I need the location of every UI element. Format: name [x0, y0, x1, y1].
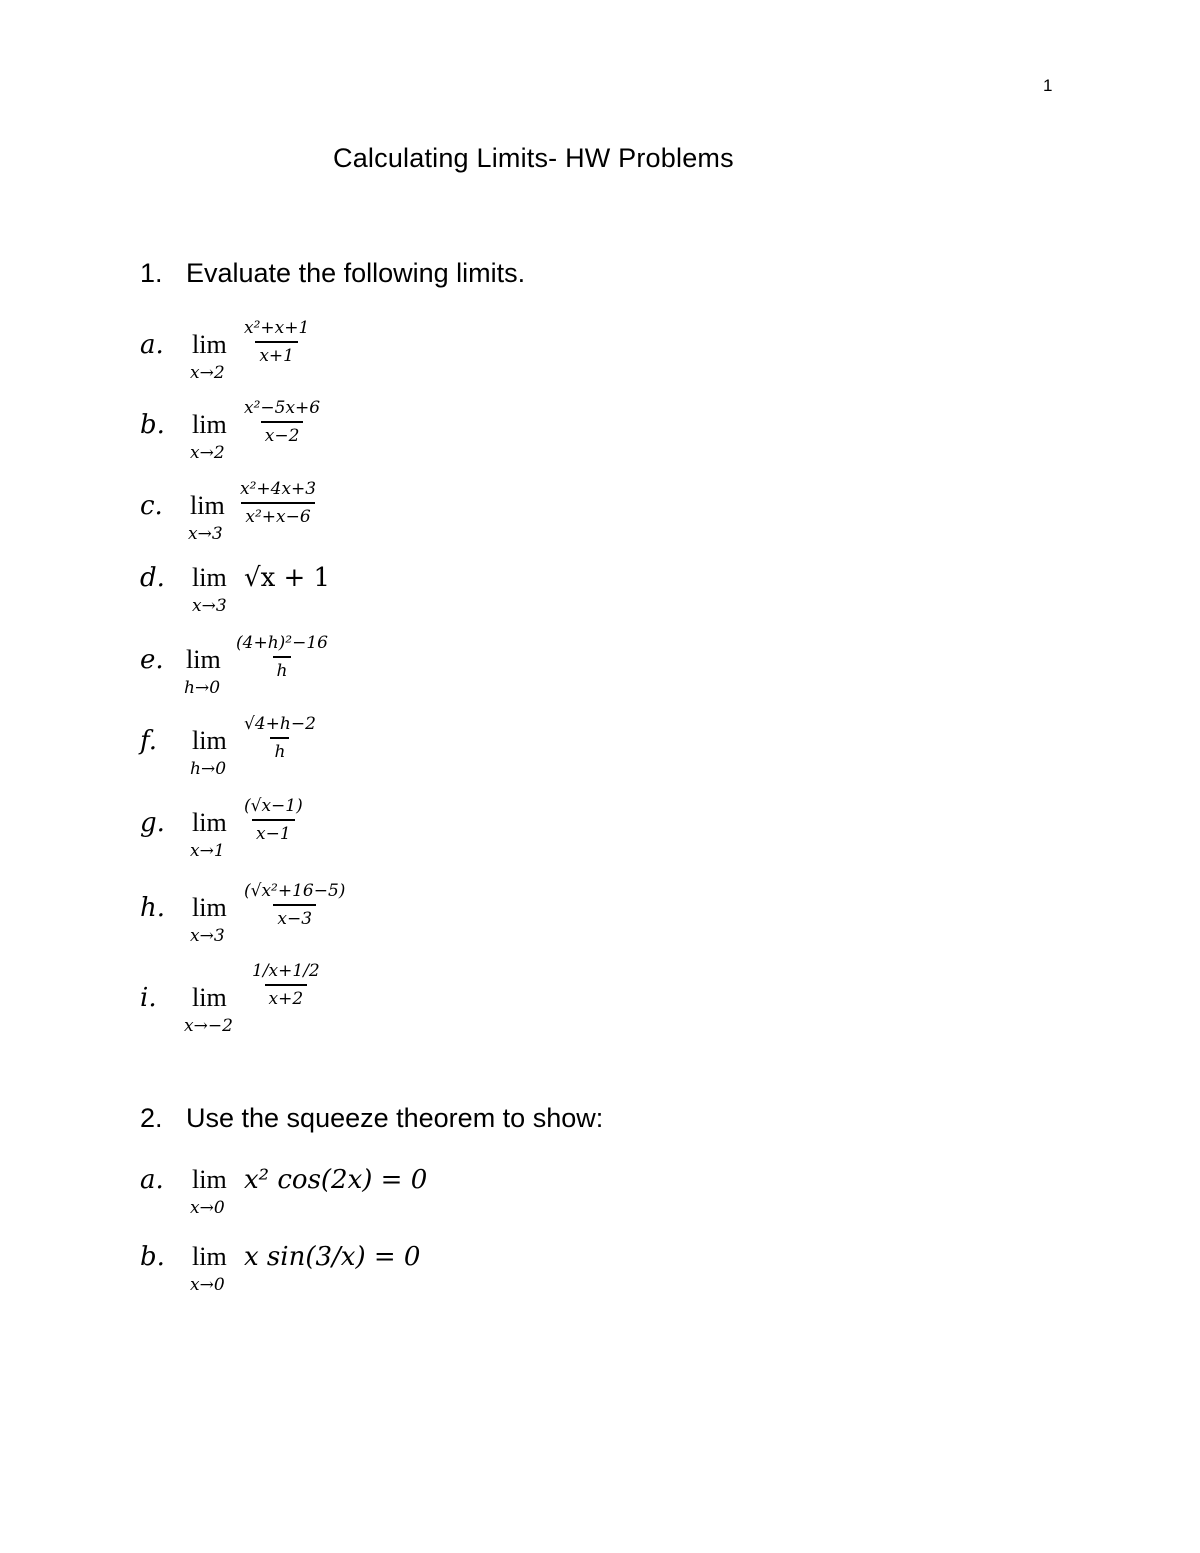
- denominator: x−1: [252, 819, 295, 844]
- problem-letter: a.: [140, 1165, 164, 1195]
- page-number: 1: [1043, 76, 1053, 95]
- fraction: [240, 881, 349, 929]
- section-number: 2.: [140, 1103, 163, 1133]
- lim-operator: lim: [192, 1165, 227, 1194]
- lim-operator: lim: [192, 726, 227, 755]
- fraction: [240, 796, 307, 844]
- numerator: x²−5x+6: [244, 398, 321, 418]
- numerator: x²+4x+3: [240, 479, 317, 499]
- numerator: x²+x+1: [244, 318, 310, 338]
- lim-operator: lim: [192, 410, 227, 439]
- section-number: 1.: [140, 258, 163, 288]
- problem-letter: b.: [140, 410, 165, 440]
- lim-operator: lim: [192, 563, 227, 592]
- lim-subscript: x→3: [192, 596, 227, 616]
- numerator: 1/x+1/2: [252, 961, 320, 981]
- denominator: h: [270, 737, 289, 762]
- lim-subscript: x→−2: [184, 1016, 233, 1036]
- lim-operator: lim: [192, 330, 227, 359]
- denominator: x²+x−6: [241, 502, 314, 527]
- numerator: √4+h−2: [244, 714, 316, 734]
- numerator: (√x−1): [244, 796, 303, 816]
- radical-expression: √x + 1: [244, 563, 331, 593]
- lim-subscript: x→0: [190, 1275, 225, 1295]
- problem-letter: i.: [140, 983, 157, 1013]
- lim-operator: lim: [192, 1242, 227, 1271]
- denominator: x+1: [255, 341, 298, 366]
- problem-letter: d.: [140, 563, 165, 593]
- section-2-heading: [140, 1103, 603, 1134]
- lim-subscript: x→3: [188, 524, 223, 544]
- section-heading-text: Use the squeeze theorem to show:: [186, 1103, 604, 1133]
- problem-letter: c.: [140, 491, 163, 521]
- section-1-heading: [140, 258, 525, 289]
- problem-letter: f.: [140, 726, 157, 756]
- lim-operator: lim: [192, 808, 227, 837]
- page-title: Calculating Limits- HW Problems: [333, 143, 734, 173]
- fraction: [240, 318, 313, 366]
- lim-operator: lim: [186, 645, 221, 674]
- lim-subscript: x→1: [190, 841, 225, 861]
- fraction: [236, 479, 320, 527]
- denominator: x+2: [265, 984, 308, 1009]
- fraction: [240, 714, 320, 762]
- squeeze-expression: x² cos(2x) = 0: [244, 1165, 428, 1195]
- problem-letter: e.: [140, 645, 164, 675]
- numerator: (4+h)²−16: [236, 633, 328, 653]
- lim-subscript: x→2: [190, 443, 225, 463]
- fraction: [232, 633, 332, 681]
- squeeze-expression: x sin(3/x) = 0: [244, 1242, 421, 1272]
- fraction: [248, 961, 324, 1009]
- problem-letter: b.: [140, 1242, 165, 1272]
- lim-operator: lim: [192, 893, 227, 922]
- lim-subscript: h→0: [190, 759, 227, 779]
- fraction: [240, 398, 324, 446]
- lim-operator: lim: [190, 491, 225, 520]
- lim-subscript: x→3: [190, 926, 225, 946]
- lim-subscript: h→0: [184, 678, 221, 698]
- lim-subscript: x→0: [190, 1198, 225, 1218]
- lim-subscript: x→2: [190, 363, 225, 383]
- section-heading-text: Evaluate the following limits.: [186, 258, 526, 288]
- denominator: x−3: [273, 904, 316, 929]
- problem-letter: h.: [140, 893, 166, 923]
- denominator: x−2: [261, 421, 304, 446]
- numerator: (√x²+16−5): [244, 881, 346, 901]
- lim-operator: lim: [192, 983, 227, 1012]
- problem-letter: a.: [140, 330, 164, 360]
- denominator: h: [273, 656, 292, 681]
- problem-letter: g.: [140, 808, 165, 838]
